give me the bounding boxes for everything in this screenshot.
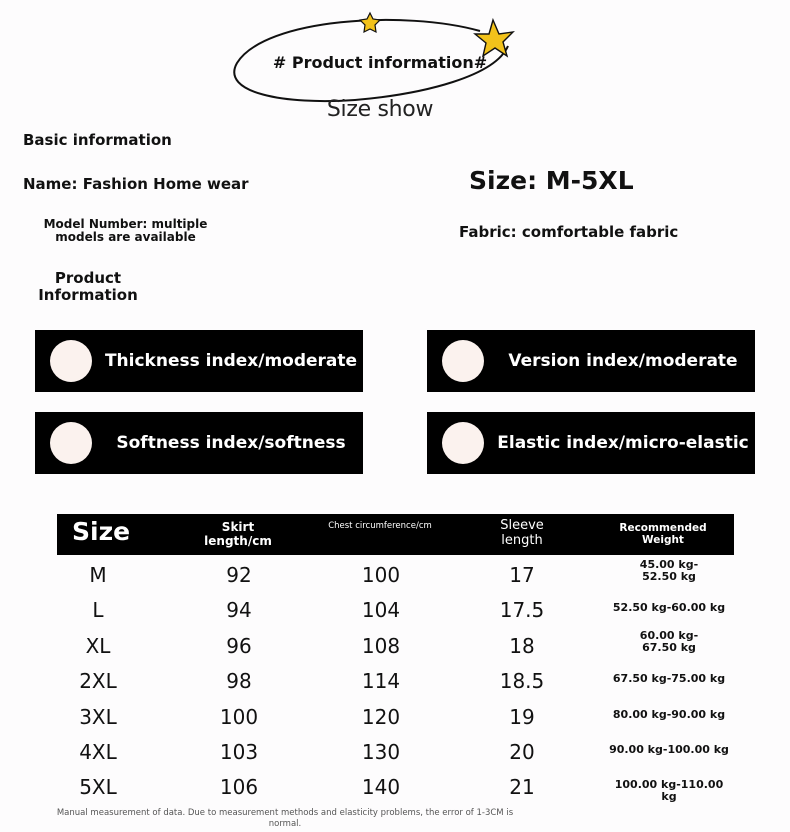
circle-icon (442, 422, 484, 464)
recommended-weight-cell: 100.00 kg-110.00 kg (614, 778, 724, 804)
small-star-icon (360, 13, 380, 32)
header-chest-circumference: Chest circumference/cm (328, 521, 432, 531)
size-table-header (57, 514, 734, 555)
skirt-length-cell: 103 (219, 740, 259, 764)
thickness-index-badge (35, 330, 363, 392)
recommended-weight-cell: 52.50 kg-60.00 kg (612, 601, 726, 615)
chest-cell: 104 (361, 598, 401, 623)
badge-label: Softness index/softness (116, 433, 346, 453)
recommended-weight-cell: 60.00 kg-67.50 kg (639, 628, 699, 654)
sleeve-length-cell: 21 (509, 775, 535, 800)
product-information-label: Product Information (38, 269, 138, 305)
header-skirt-length: Skirt length/cm (204, 520, 272, 548)
chest-cell: 140 (361, 775, 401, 800)
chest-cell: 130 (361, 740, 401, 764)
model-number: Model Number: multiple models are available (43, 217, 208, 245)
elastic-index-badge (427, 412, 755, 474)
sleeve-length-cell: 18.5 (499, 669, 545, 694)
skirt-length-cell: 94 (226, 598, 252, 623)
size-cell: 2XL (79, 669, 117, 694)
size-cell: M (89, 563, 107, 587)
size-cell: 3XL (79, 704, 117, 729)
size-cell: 5XL (79, 775, 117, 800)
recommended-weight-cell: 80.00 kg-90.00 kg (612, 707, 726, 721)
chest-cell: 100 (361, 563, 401, 587)
skirt-length-cell: 92 (226, 563, 252, 587)
skirt-length-cell: 106 (219, 775, 259, 800)
header-recommended-weight: Recommended Weight (619, 522, 707, 547)
chest-cell: 114 (361, 669, 401, 694)
size-cell: XL (85, 633, 111, 658)
basic-info-heading: Basic information (23, 131, 172, 149)
skirt-length-cell: 96 (226, 633, 252, 658)
sleeve-length-cell: 19 (509, 704, 535, 729)
sleeve-length-cell: 20 (509, 740, 535, 764)
header-subtitle: Size show (326, 97, 434, 122)
size-cell: L (92, 598, 104, 623)
skirt-length-cell: 98 (226, 669, 252, 694)
circle-icon (442, 340, 484, 382)
header-title: # Product information# (272, 53, 488, 72)
fabric: Fabric: comfortable fabric (459, 223, 679, 241)
size-cell: 4XL (79, 740, 117, 764)
circle-icon (50, 340, 92, 382)
softness-index-badge (35, 412, 363, 474)
skirt-length-cell: 100 (219, 704, 259, 729)
badge-label: Thickness index/moderate (104, 351, 358, 371)
header-sleeve-length: Sleeve length (500, 518, 544, 548)
size-range: Size: M-5XL (469, 166, 634, 195)
product-name: Name: Fashion Home wear (23, 175, 249, 193)
sleeve-length-cell: 18 (509, 633, 535, 658)
circle-icon (50, 422, 92, 464)
footnote: Manual measurement of data. Due to measurement methods and elasticity problems, the error of 1-3CM is normal. (56, 808, 514, 830)
badge-label: Version index/moderate (508, 351, 738, 371)
sleeve-length-cell: 17.5 (499, 598, 545, 623)
badge-label: Elastic index/micro-elastic (497, 433, 749, 453)
chest-cell: 108 (361, 633, 401, 658)
chest-cell: 120 (361, 704, 401, 729)
recommended-weight-cell: 90.00 kg-100.00 kg (609, 743, 729, 756)
header-size: Size (72, 517, 131, 546)
large-star-icon (475, 20, 513, 56)
sleeve-length-cell: 17 (509, 563, 535, 587)
recommended-weight-cell: 67.50 kg-75.00 kg (612, 672, 726, 686)
recommended-weight-cell: 45.00 kg-52.50 kg (639, 558, 699, 584)
version-index-badge (427, 330, 755, 392)
